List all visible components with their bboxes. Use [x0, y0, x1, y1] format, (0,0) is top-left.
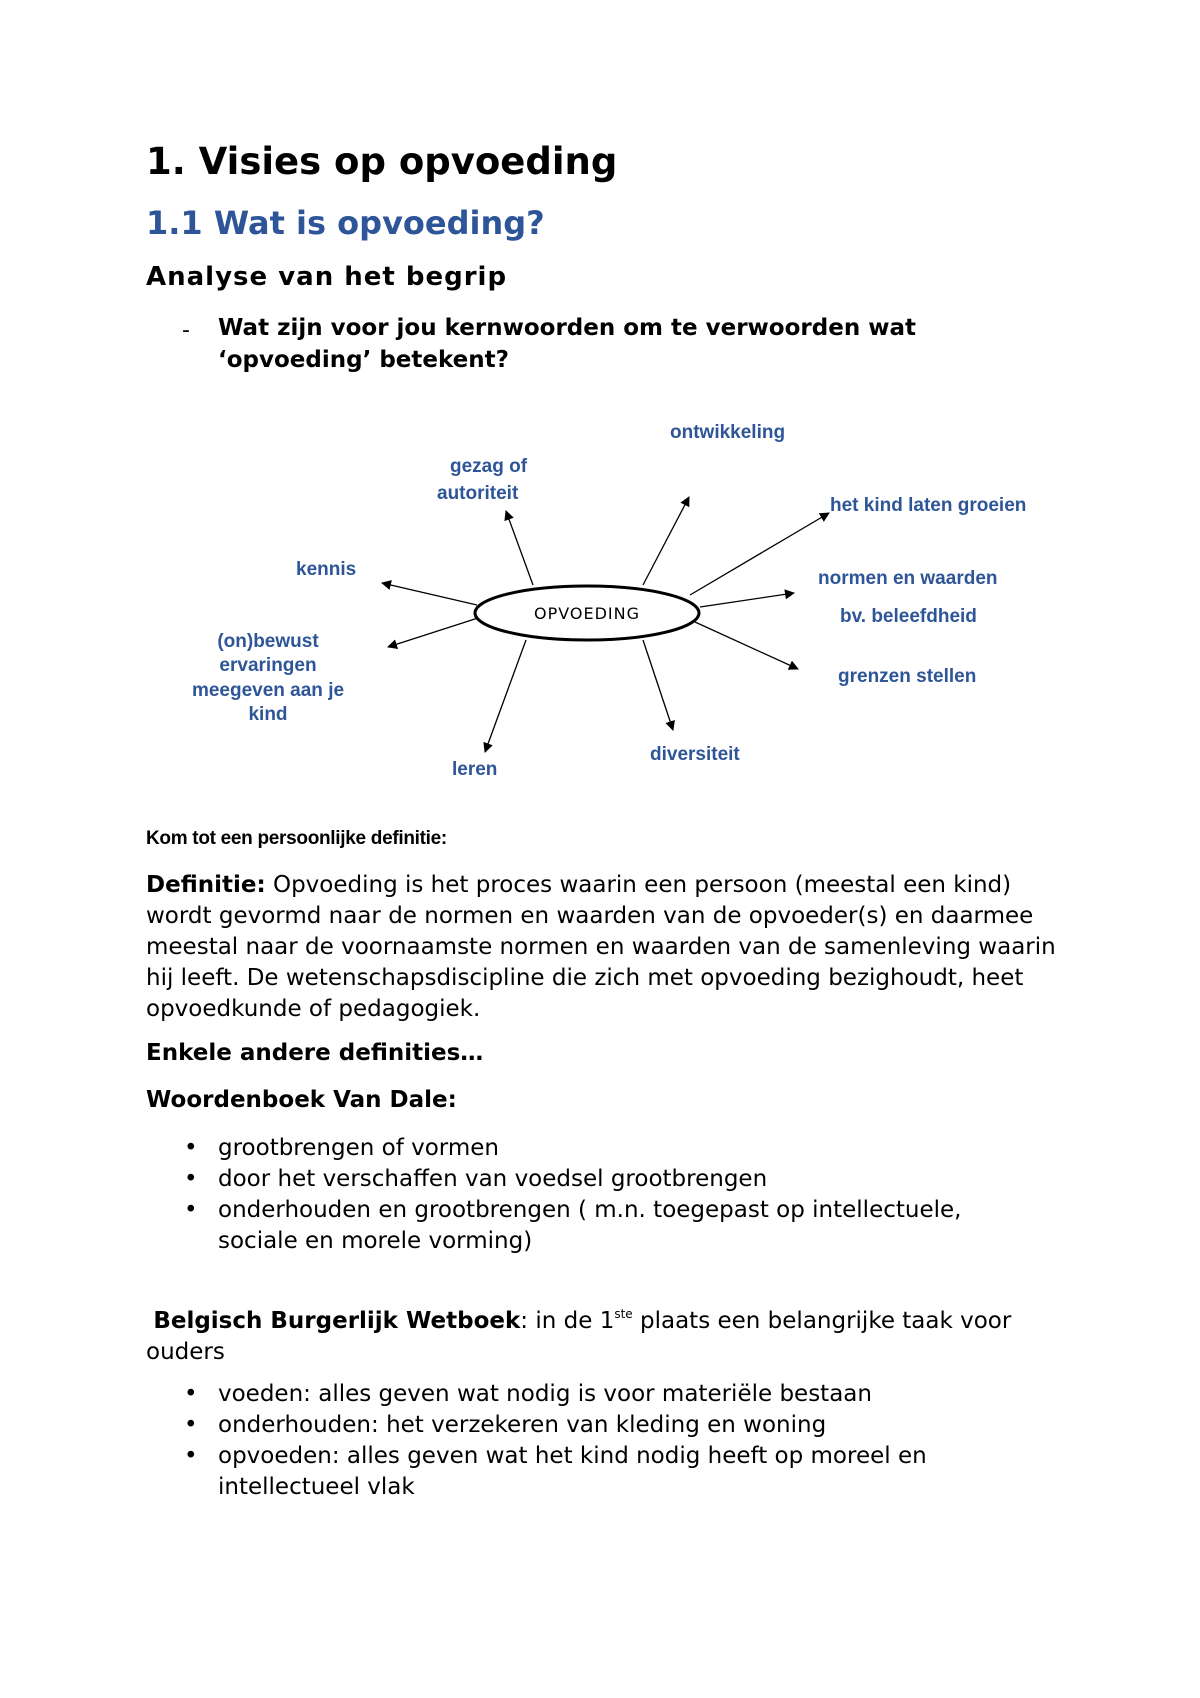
arrow-diversiteit [643, 640, 673, 730]
list-item-text: voeden: alles geven wat nodig is voor materiële bestaan [218, 1381, 872, 1407]
arrow-kennis [382, 583, 477, 605]
wetboek-paragraph [146, 1306, 1076, 1368]
list-item [146, 1379, 1076, 1410]
list-item [146, 1410, 1076, 1441]
arrow-groeien [690, 513, 829, 595]
arrow-leren [485, 640, 526, 752]
label-beleefdheid: bv. beleefdheid [840, 606, 977, 627]
list-item [146, 1133, 1076, 1164]
section-title: 1.1 Wat is opvoeding? [146, 204, 545, 242]
wetboek-label: Belgisch Burgerlijk Wetboek [153, 1308, 521, 1334]
label-ontwikkeling: ontwikkeling [670, 422, 786, 443]
arrow-normen [700, 593, 794, 607]
list-item-text: onderhouden: het verzekeren van kleding en woning [218, 1412, 827, 1438]
wetboek-list [146, 1379, 1076, 1503]
label-kennis: kennis [296, 559, 357, 580]
question-text: Wat zijn voor jou kernwoorden om te verwoorden wat ‘opvoeding’ betekent? [218, 315, 916, 373]
subsection-title: Analyse van het begrip [146, 262, 508, 292]
list-item-text: grootbrengen of vormen [218, 1135, 499, 1161]
label-groeien: het kind laten groeien [830, 495, 1027, 516]
chapter-title: 1. Visies op opvoeding [146, 140, 618, 183]
arrow-onbewust [388, 618, 478, 647]
wetboek-text-after: plaats een belangrijke taak voor ouders [146, 1308, 1012, 1365]
list-item [146, 1441, 1076, 1503]
other-definitions-heading: Enkele andere definities… [146, 1040, 484, 1066]
label-grenzen: grenzen stellen [838, 666, 977, 687]
bullet: • [184, 1443, 198, 1469]
label-gezag-line1: gezag of [450, 456, 528, 477]
definition-text: Opvoeding is het proces waarin een persoon (meestal een kind) wordt gevormd naar de normen en waarden van de opvoeder(s) en daarmee meestal naar de voornaamste normen en waarden van de samenleving waarin hij leeft. De wetenschapsdiscipline die zich met opvoeding bezighoudt, heet opvoedkunde of pedagogiek. [146, 872, 1056, 1022]
list-item-text: opvoeden: alles geven wat het kind nodig heeft op moreel en intellectueel vlak [218, 1443, 927, 1500]
label-onbewust-line2: ervaringen [219, 655, 317, 676]
definition-paragraph [146, 870, 1076, 1025]
arrow-grenzen [695, 622, 798, 669]
label-onbewust-line3: meegeven aan je [191, 680, 345, 701]
label-onbewust-line1: (on)bewust [217, 631, 319, 652]
arrow-ontwikkeling [643, 497, 689, 585]
label-leren: leren [452, 759, 498, 780]
list-item [146, 1195, 1076, 1257]
arrow-gezag [506, 511, 533, 585]
vandale-heading: Woordenboek Van Dale: [146, 1087, 457, 1113]
definition-label: Definitie: [146, 872, 266, 898]
bullet: • [184, 1197, 198, 1223]
bullet: • [184, 1412, 198, 1438]
wetboek-text-before: : in de 1 [520, 1308, 615, 1334]
list-item-text: door het verschaffen van voedsel grootbrengen [218, 1166, 768, 1192]
label-normen: normen en waarden [818, 568, 998, 589]
bullet: • [184, 1166, 198, 1192]
question-dash: - [182, 318, 190, 343]
label-gezag-line2: autoriteit [437, 483, 519, 504]
definition-prompt: Kom tot een persoonlijke definitie: [146, 828, 447, 849]
list-item [146, 1164, 1076, 1195]
bullet: • [184, 1381, 198, 1407]
list-item-text: onderhouden en grootbrengen ( m.n. toegepast op intellectuele, sociale en morele vorming) [218, 1197, 962, 1254]
wetboek-superscript: ste [614, 1307, 633, 1321]
label-diversiteit: diversiteit [650, 744, 740, 765]
center-label: OPVOEDING [533, 604, 641, 623]
bullet: • [184, 1135, 198, 1161]
vandale-list [146, 1133, 1076, 1257]
label-onbewust-line4: kind [248, 704, 288, 725]
mindmap-diagram [0, 400, 1200, 800]
